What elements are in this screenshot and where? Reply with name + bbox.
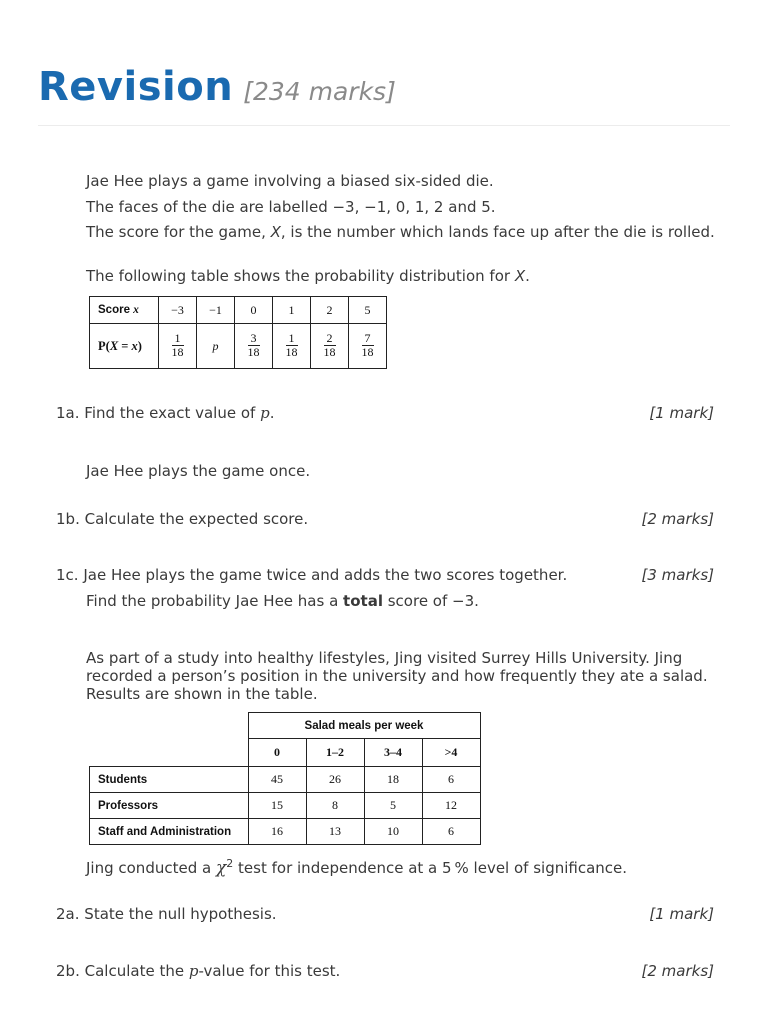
table-cell: 13	[306, 819, 364, 845]
col-header: 1–2	[306, 739, 364, 767]
table-cell: 6	[422, 819, 480, 845]
col-header: >4	[422, 739, 480, 767]
table-cell: 8	[306, 793, 364, 819]
table-cell: 5	[364, 793, 422, 819]
q1-intro-line3: The score for the game, X, is the number which lands face up after the die is rolled.	[86, 223, 715, 241]
table-cell: 26	[306, 767, 364, 793]
prob-row-label: P(X = x)	[90, 324, 159, 369]
total-marks: [234 marks]	[243, 77, 396, 106]
q1-intro-line2: The faces of the die are labelled −3, −1, 0, 1, 2 and 5.	[86, 198, 496, 216]
question-1a: 1a. Find the exact value of p.	[56, 404, 275, 422]
question-1b: 1b. Calculate the expected score.	[56, 510, 309, 528]
q1-intro-line1: Jae Hee plays a game involving a biased six-sided die.	[86, 172, 494, 190]
score-cell: 5	[349, 297, 387, 324]
marks-2a: [1 mark]	[649, 905, 714, 923]
question-1c-line2: Find the probability Jae Hee has a total score of −3.	[86, 592, 479, 610]
prob-cell: $\frac{3}{18}$	[235, 324, 273, 369]
title-divider	[38, 125, 730, 126]
prob-cell: $\frac{1}{18}$	[273, 324, 311, 369]
marks-1a: [1 mark]	[649, 404, 714, 422]
marks-1c: [3 marks]	[641, 566, 714, 584]
row-label: Staff and Administration	[90, 819, 249, 845]
question-2a: 2a. State the null hypothesis.	[56, 905, 277, 923]
score-cell: 0	[235, 297, 273, 324]
score-cell: −1	[197, 297, 235, 324]
marks-1b: [2 marks]	[641, 510, 714, 528]
table-cell: 10	[364, 819, 422, 845]
col-header: 0	[248, 739, 306, 767]
score-row-label: Score x	[90, 297, 159, 324]
score-cell: 2	[311, 297, 349, 324]
salad-table-header: Salad meals per week	[248, 713, 480, 739]
score-cell: 1	[273, 297, 311, 324]
q2-intro: As part of a study into healthy lifestyles, Jing visited Surrey Hills University. Jing recorded a person’s position in the university and how frequently they ate a salad. Results are shown in the table.	[86, 649, 708, 703]
row-label: Professors	[90, 793, 249, 819]
question-2b: 2b. Calculate the p-value for this test.	[56, 962, 341, 980]
table-cell: 6	[422, 767, 480, 793]
table-cell: 18	[364, 767, 422, 793]
prob-cell: $\frac{7}{18}$	[349, 324, 387, 369]
prob-cell: $\frac{1}{18}$	[159, 324, 197, 369]
marks-2b: [2 marks]	[641, 962, 714, 980]
q1-once-line: Jae Hee plays the game once.	[86, 462, 311, 480]
prob-cell: $\frac{2}{18}$	[311, 324, 349, 369]
prob-cell: p	[197, 324, 235, 369]
page-title	[38, 64, 396, 110]
probability-table	[89, 296, 387, 369]
table-cell: 12	[422, 793, 480, 819]
title-text: Revision	[38, 64, 234, 110]
q2-test-line: Jing conducted a $\chi^2$ test for independence at a 5 % level of significance.	[86, 857, 628, 878]
table-cell: 15	[248, 793, 306, 819]
row-label: Students	[90, 767, 249, 793]
salad-table	[89, 712, 481, 845]
q1-intro-line4: The following table shows the probability distribution for X.	[86, 267, 530, 285]
question-1c: 1c. Jae Hee plays the game twice and adds the two scores together.	[56, 566, 568, 584]
score-cell: −3	[159, 297, 197, 324]
table-cell: 45	[248, 767, 306, 793]
table-cell: 16	[248, 819, 306, 845]
col-header: 3–4	[364, 739, 422, 767]
